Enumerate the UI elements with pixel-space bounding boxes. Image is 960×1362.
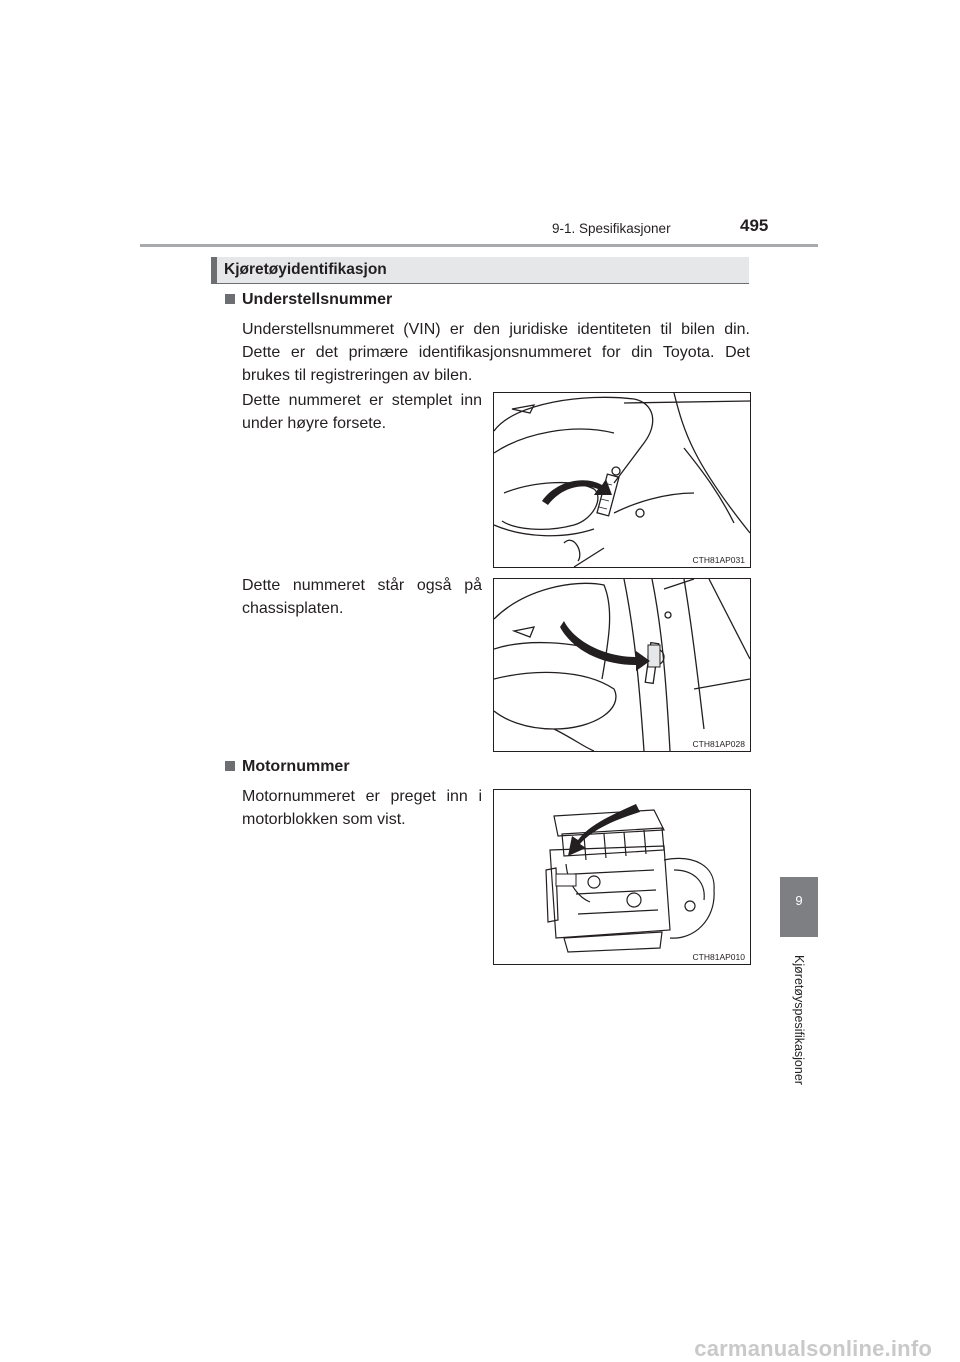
square-bullet-icon <box>225 761 235 771</box>
chapter-tab: 9 <box>780 877 818 937</box>
engine-heading <box>225 758 350 776</box>
seat-floor-illustration <box>494 393 750 567</box>
title-underline <box>211 283 749 284</box>
figure-2-code: CTH81AP028 <box>692 739 745 749</box>
title-accent <box>211 257 217 283</box>
figure-engine-number <box>493 789 751 965</box>
vin-location-1: Dette nummeret er stemplet inn under høyre forsete. <box>242 392 482 432</box>
figure-vin-chassis-plate <box>493 578 751 752</box>
vin-location-2: Dette nummeret står også på chassisplaten. <box>242 577 482 617</box>
vin-heading <box>225 291 392 309</box>
vin-intro: Understellsnummeret (VIN) er den juridiske identiteten til bilen din. Dette er det primære identifikasjonsnummeret for din Toyota. Det brukes til registreringen av bilen. <box>242 321 750 384</box>
engine-heading-text: Motornummer <box>242 758 350 775</box>
chapter-side-label-text: Kjøretøyspesifikasjoner <box>792 955 806 1085</box>
page-number: 495 <box>740 216 769 235</box>
engine-text: Motornummeret er preget inn i motorblokken som vist. <box>242 788 482 828</box>
figure-1-code: CTH81AP031 <box>692 555 745 565</box>
section-title: Kjøretøyidentifikasjon <box>224 261 387 278</box>
header-rule <box>140 244 818 247</box>
figure-vin-under-seat <box>493 392 751 568</box>
figure-3-code: CTH81AP010 <box>692 952 745 962</box>
running-header-section: 9-1. Spesifikasjoner <box>552 221 671 236</box>
watermark-text: carmanualsonline.info <box>694 1336 932 1361</box>
door-pillar-illustration <box>494 579 750 751</box>
section-title-bar <box>211 257 749 283</box>
square-bullet-icon <box>225 294 235 304</box>
engine-illustration <box>494 790 750 964</box>
vin-heading-text: Understellsnummer <box>242 291 393 308</box>
watermark <box>0 1336 960 1361</box>
